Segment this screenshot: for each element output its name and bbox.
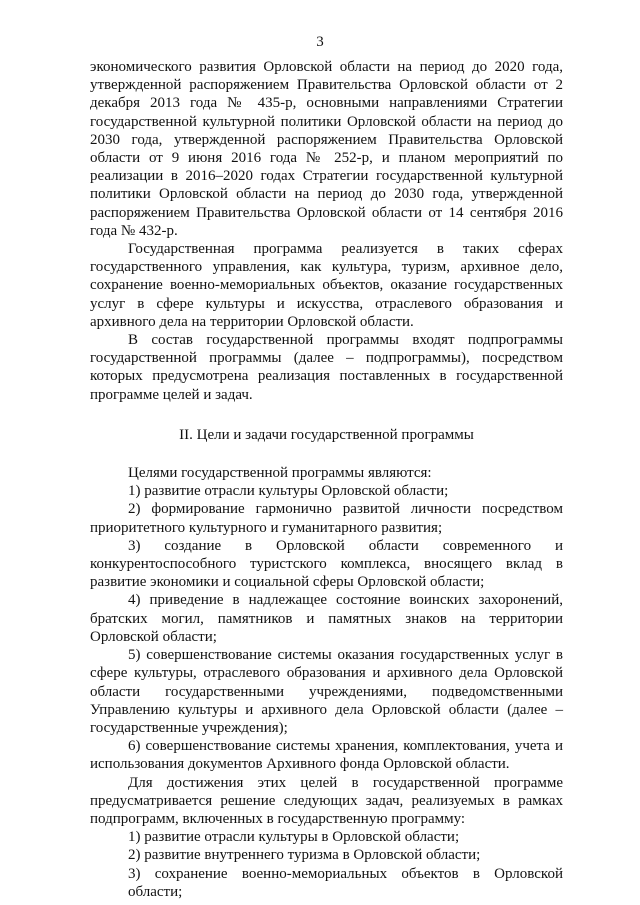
task-item: 3) сохранение военно-мемориальных объектов в Орловской области;: [128, 865, 563, 900]
page-number: 3: [316, 34, 324, 50]
goal-item: 5) совершенствование системы оказания государственных услуг в сфере культуры, отраслевого образования и архивного дела Орловской области государственными учреждениями, подведомственными Управлению культуры и архивного дела Орловской области (далее – государственные учреждения);: [90, 647, 563, 736]
goal-item: 2) формирование гармонично развитой личности посредством приоритетного культурного и гуманитарного развития;: [90, 501, 563, 536]
task-item: 2) развитие внутреннего туризма в Орловской области;: [128, 847, 481, 864]
tasks-intro: Для достижения этих целей в государственной программе предусматривается решение следующих задач, реализуемых в рамках подпрограмм, включенных в государственную программу:: [90, 774, 563, 827]
paragraph-strategy-continuation: экономического развития Орловской области на период до 2020 года, утвержденной распоряжением Правительства Орловской области от 2 декабря 2013 года № 435-р, основными направлениями Стратегии государственной культурной политики Орловской области на период до 2030 года, утвержденной распоряжением Правительства Орловской области от 9 июня 2016 года № 252-р, и планом мероприятий по реализации в 2016–2020 годах Стратегии государственной культурной политики Орловской области на период до 2030 года, утвержденной распоряжением Правительства Орловской области от 14 сентября 2016 года № 432-р.: [90, 59, 563, 239]
goal-item: 4) приведение в надлежащее состояние воинских захоронений, братских могил, памятников и памятных знаков на территории Орловской области;: [90, 592, 563, 645]
goal-item: 1) развитие отрасли культуры Орловской области;: [128, 483, 449, 500]
task-item: 1) развитие отрасли культуры в Орловской области;: [128, 829, 460, 846]
goal-item: 6) совершенствование системы хранения, комплектования, учета и использования документов Архивного фонда Орловской области.: [90, 738, 563, 773]
goals-intro: Целями государственной программы являются:: [128, 465, 432, 482]
goal-item: 3) создание в Орловской области современного и конкурентоспособного туристского комплекса, вносящего вклад в развитие экономики и социальной сферы Орловской области;: [90, 537, 563, 591]
section-heading: II. Цели и задачи государственной программы: [179, 426, 474, 443]
paragraph-subprograms: В состав государственной программы входят подпрограммы государственной программы (далее – подпрограммы), посредством которых предусмотрена реализация поставленных в государственной программе целей и задач.: [90, 332, 563, 403]
paragraph-program-spheres: Государственная программа реализуется в таких сферах государственного управления, как культура, туризм, архивное дело, сохранение военно-мемориальных объектов, оказание государственных услуг в сфере культуры и искусства, отраслевого образования и архивного дела на территории Орловской области.: [90, 241, 563, 330]
document-body: [90, 58, 563, 901]
